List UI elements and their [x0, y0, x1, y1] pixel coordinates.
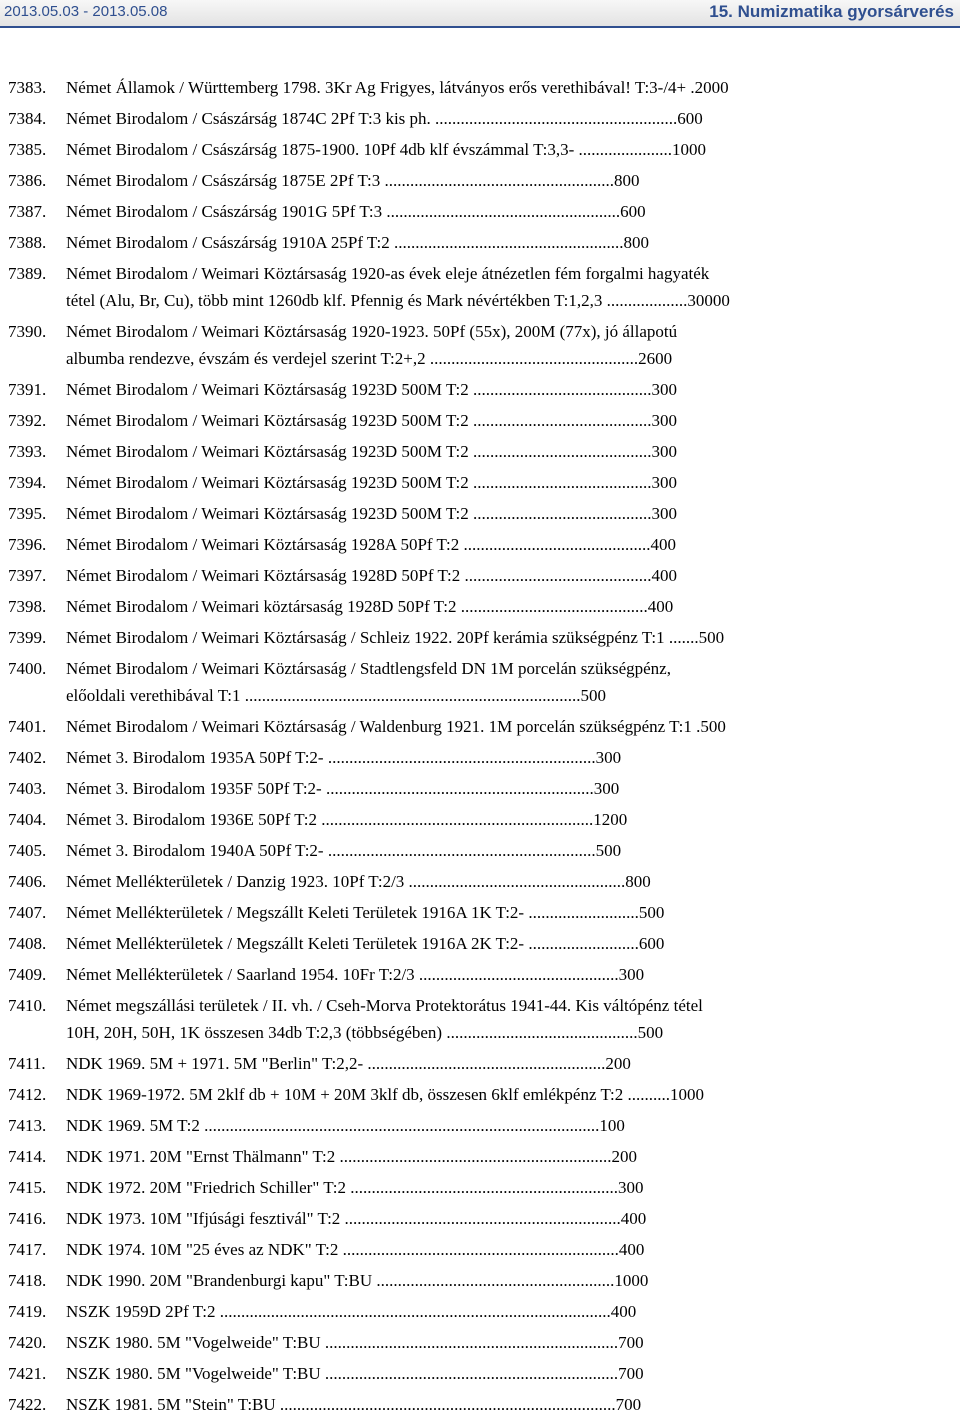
- catalog-entry: [0, 1205, 960, 1232]
- lot-description: NSZK 1980. 5M "Vogelweide" T:BU .....................................................................700: [66, 1364, 644, 1383]
- lot-number: 7406.: [8, 872, 47, 891]
- lot-description: Német Birodalom / Weimari Köztársaság 1923D 500M T:2 ..........................................300: [66, 504, 677, 523]
- lot-number: 7392.: [8, 411, 47, 430]
- lot-description: NDK 1969. 5M + 1971. 5M "Berlin" T:2,2- ........................................................200: [66, 1054, 631, 1073]
- catalog-entry: [0, 1360, 960, 1387]
- lot-number: 7414.: [8, 1147, 47, 1166]
- catalog-entry: [0, 1391, 960, 1418]
- lot-number: 7384.: [8, 109, 47, 128]
- lot-description: Német Birodalom / Weimari köztársaság 1928D 50Pf T:2 ............................................400: [66, 597, 674, 616]
- lot-number: 7419.: [8, 1302, 47, 1321]
- auction-date-range: 2013.05.03 - 2013.05.08: [4, 3, 168, 20]
- lot-description: NDK 1990. 20M "Brandenburgi kapu" T:BU ........................................................1000: [66, 1271, 649, 1290]
- lot-number: 7398.: [8, 597, 47, 616]
- lot-description: Német Birodalom / Császárság 1910A 25Pf T:2 ......................................................800: [66, 233, 649, 252]
- lot-number: 7412.: [8, 1085, 47, 1104]
- lot-number: 7408.: [8, 934, 47, 953]
- lot-number: 7403.: [8, 779, 47, 798]
- lot-description: NDK 1969. 5M T:2 .............................................................................................100: [66, 1116, 625, 1135]
- lot-number: 7407.: [8, 903, 47, 922]
- lot-number: 7385.: [8, 140, 47, 159]
- catalog-entry: [0, 318, 960, 372]
- lot-number: 7402.: [8, 748, 47, 767]
- lot-number: 7413.: [8, 1116, 47, 1135]
- lot-number: 7401.: [8, 717, 47, 736]
- lot-description: Német megszállási területek / II. vh. / Cseh-Morva Protektorátus 1941-44. Kis váltópénz tétel 10H, 20H, 50H, 1K összesen 34db T:2,3 (többségében) .............................................500: [66, 996, 703, 1042]
- lot-number: 7390.: [8, 322, 47, 341]
- lot-description: Német Mellékterületek / Megszállt Keleti Területek 1916A 2K T:2- ..........................600: [66, 934, 665, 953]
- lot-number: 7386.: [8, 171, 47, 190]
- catalog-entry: [0, 74, 960, 101]
- lot-number: 7404.: [8, 810, 47, 829]
- catalog-entry: [0, 1298, 960, 1325]
- catalog-entry: [0, 868, 960, 895]
- lot-description: Német Birodalom / Weimari Köztársaság 1923D 500M T:2 ..........................................300: [66, 380, 677, 399]
- lot-number: 7416.: [8, 1209, 47, 1228]
- lot-number: 7387.: [8, 202, 47, 221]
- lot-number: 7405.: [8, 841, 47, 860]
- catalog-entry: [0, 930, 960, 957]
- lot-number: 7388.: [8, 233, 47, 252]
- lot-description: Német Birodalom / Weimari Köztársaság 1920-1923. 50Pf (55x), 200M (77x), jó állapotú albumba rendezve, évszám és verdejel szerint T:2+,2 .................................................2600: [66, 322, 678, 368]
- lot-number: 7399.: [8, 628, 47, 647]
- lot-description: Német Mellékterületek / Megszállt Keleti Területek 1916A 1K T:2- ..........................500: [66, 903, 665, 922]
- lot-number: 7409.: [8, 965, 47, 984]
- lot-number: 7422.: [8, 1395, 47, 1414]
- lot-description: Német Mellékterületek / Danzig 1923. 10Pf T:2/3 ...................................................800: [66, 872, 651, 891]
- page-header: [0, 0, 960, 26]
- lot-description: NSZK 1959D 2Pf T:2 ............................................................................................400: [66, 1302, 637, 1321]
- lot-number: 7391.: [8, 380, 47, 399]
- lot-description: NSZK 1981. 5M "Stein" T:BU ...............................................................................700: [66, 1395, 642, 1414]
- catalog-entry: [0, 744, 960, 771]
- lot-number: 7389.: [8, 264, 47, 283]
- catalog-entry: [0, 1329, 960, 1356]
- lot-number: 7400.: [8, 659, 47, 678]
- lot-number: 7396.: [8, 535, 47, 554]
- lot-description: Német Birodalom / Weimari Köztársaság 1928A 50Pf T:2 ............................................400: [66, 535, 677, 554]
- auction-title: 15. Numizmatika gyorsárverés: [709, 2, 954, 21]
- lot-description: Német Birodalom / Weimari Köztársaság 1928D 50Pf T:2 ............................................400: [66, 566, 677, 585]
- catalog-entry: [0, 260, 960, 314]
- catalog-entry: [0, 469, 960, 496]
- catalog-entry: [0, 899, 960, 926]
- catalog-entry: [0, 376, 960, 403]
- lot-description: Német 3. Birodalom 1940A 50Pf T:2- ...............................................................500: [66, 841, 622, 860]
- catalog-entry: [0, 562, 960, 589]
- catalog-entry: [0, 1081, 960, 1108]
- lot-description: Német Birodalom / Weimari Köztársaság / Waldenburg 1921. 1M porcelán szükségpénz T:1 .500: [66, 717, 726, 736]
- catalog-list: [0, 74, 960, 1422]
- lot-number: 7421.: [8, 1364, 47, 1383]
- lot-description: NDK 1971. 20M "Ernst Thälmann" T:2 ................................................................200: [66, 1147, 638, 1166]
- lot-description: Német Mellékterületek / Saarland 1954. 10Fr T:2/3 ...............................................300: [66, 965, 645, 984]
- catalog-entry: [0, 806, 960, 833]
- catalog-entry: [0, 961, 960, 988]
- lot-number: 7415.: [8, 1178, 47, 1197]
- lot-description: NDK 1973. 10M "Ifjúsági fesztivál" T:2 .................................................................400: [66, 1209, 647, 1228]
- catalog-entry: [0, 500, 960, 527]
- lot-description: Német Birodalom / Császárság 1901G 5Pf T:3 .......................................................600: [66, 202, 646, 221]
- lot-number: 7394.: [8, 473, 47, 492]
- lot-description: Német Államok / Württemberg 1798. 3Kr Ag Frigyes, látványos erős verethibával! T:3-/4+ .2000: [66, 78, 729, 97]
- lot-number: 7410.: [8, 996, 47, 1015]
- lot-number: 7395.: [8, 504, 47, 523]
- catalog-entry: [0, 713, 960, 740]
- lot-description: NDK 1969-1972. 5M 2klf db + 10M + 20M 3klf db, összesen 6klf emlékpénz T:2 ..........1000: [66, 1085, 704, 1104]
- header-divider: [0, 26, 960, 28]
- catalog-entry: [0, 775, 960, 802]
- lot-description: Német Birodalom / Császárság 1875-1900. 10Pf 4db klf évszámmal T:3,3- ......................1000: [66, 140, 707, 159]
- catalog-entry: [0, 136, 960, 163]
- lot-number: 7418.: [8, 1271, 47, 1290]
- lot-description: Német Birodalom / Császárság 1875E 2Pf T:3 ......................................................800: [66, 171, 640, 190]
- catalog-entry: [0, 992, 960, 1046]
- lot-description: Német Birodalom / Weimari Köztársaság 1923D 500M T:2 ..........................................300: [66, 473, 677, 492]
- catalog-entry: [0, 531, 960, 558]
- catalog-entry: [0, 1267, 960, 1294]
- catalog-entry: [0, 105, 960, 132]
- lot-number: 7411.: [8, 1054, 46, 1073]
- lot-description: Német 3. Birodalom 1935F 50Pf T:2- ...............................................................300: [66, 779, 620, 798]
- lot-description: Német Birodalom / Weimari Köztársaság / Schleiz 1922. 20Pf kerámia szükségpénz T:1 .......500: [66, 628, 725, 647]
- catalog-entry: [0, 837, 960, 864]
- catalog-entry: [0, 229, 960, 256]
- catalog-entry: [0, 593, 960, 620]
- catalog-entry: [0, 1236, 960, 1263]
- catalog-entry: [0, 1112, 960, 1139]
- lot-number: 7420.: [8, 1333, 47, 1352]
- catalog-entry: [0, 1143, 960, 1170]
- lot-number: 7397.: [8, 566, 47, 585]
- catalog-entry: [0, 624, 960, 651]
- catalog-entry: [0, 1050, 960, 1077]
- lot-description: Német Birodalom / Weimari Köztársaság 1920-as évek eleje átnézetlen fém forgalmi hagyaték tétel (Alu, Br, Cu), több mint 1260db klf. Pfennig és Mark névértékben T:1,2,3 ...................30000: [66, 264, 730, 310]
- lot-description: Német Birodalom / Császárság 1874C 2Pf T:3 kis ph. .........................................................600: [66, 109, 703, 128]
- catalog-entry: [0, 438, 960, 465]
- lot-description: NDK 1972. 20M "Friedrich Schiller" T:2 ...............................................................300: [66, 1178, 644, 1197]
- catalog-entry: [0, 167, 960, 194]
- lot-number: 7393.: [8, 442, 47, 461]
- catalog-entry: [0, 1174, 960, 1201]
- lot-description: Német 3. Birodalom 1936E 50Pf T:2 ................................................................1200: [66, 810, 628, 829]
- lot-description: Német Birodalom / Weimari Köztársaság / Stadtlengsfeld DN 1M porcelán szükségpénz, előoldali verethibával T:1 ...............................................................................500: [66, 659, 671, 705]
- catalog-entry: [0, 407, 960, 434]
- lot-number: 7383.: [8, 78, 47, 97]
- catalog-entry: [0, 198, 960, 225]
- lot-number: 7417.: [8, 1240, 47, 1259]
- lot-description: NDK 1974. 10M "25 éves az NDK" T:2 .................................................................400: [66, 1240, 645, 1259]
- lot-description: Német 3. Birodalom 1935A 50Pf T:2- ...............................................................300: [66, 748, 622, 767]
- catalog-entry: [0, 655, 960, 709]
- lot-description: Német Birodalom / Weimari Köztársaság 1923D 500M T:2 ..........................................300: [66, 411, 677, 430]
- lot-description: Német Birodalom / Weimari Köztársaság 1923D 500M T:2 ..........................................300: [66, 442, 677, 461]
- lot-description: NSZK 1980. 5M "Vogelweide" T:BU .....................................................................700: [66, 1333, 644, 1352]
